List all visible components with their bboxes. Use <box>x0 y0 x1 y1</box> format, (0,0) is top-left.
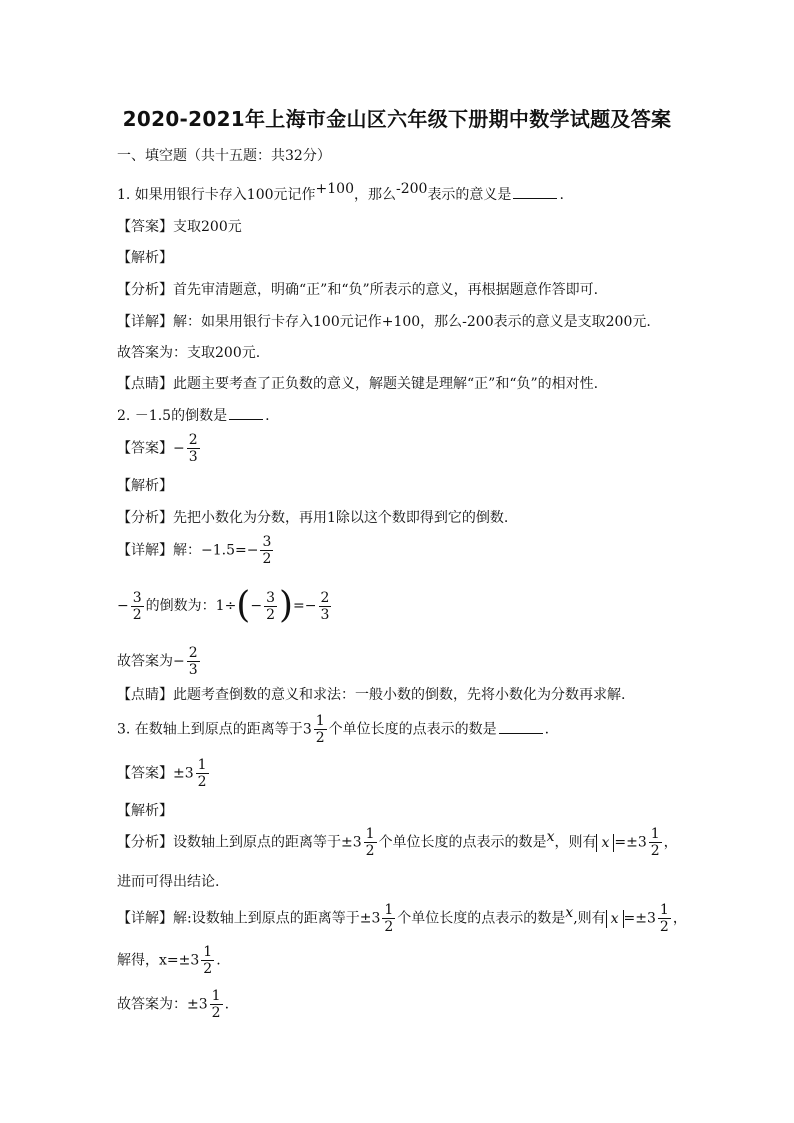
fraction: $\frac{3}{2}$ <box>262 534 272 567</box>
q3-jiexi: 【解析】 <box>117 803 173 819</box>
fraction: $\frac{3}{2}$ <box>132 589 142 623</box>
document-title: 2020-2021年上海市金山区六年级下册期中数学试题及答案 <box>122 107 672 131</box>
fraction: $\frac{2}{3}$ <box>320 589 330 623</box>
q2-gu: 故答案为− $\frac{2}{3}$ <box>117 645 198 678</box>
q2-stem: 2. －1.5的倒数是 . <box>117 408 270 424</box>
q2-dianjing: 【点睛】此题考查倒数的意义和求法：一般小数的倒数，先将小数化为分数再求解. <box>117 687 626 703</box>
q1-answer: 【答案】支取200元 <box>117 219 242 235</box>
fraction: $\frac{2}{3}$ <box>188 432 198 465</box>
fraction: $\frac{1}{2}$ <box>650 826 660 859</box>
section-heading: 一、填空题（共十五题：共32分） <box>117 148 331 164</box>
q3-gu: 故答案为：±3 $\frac{1}{2}$ . <box>117 988 230 1021</box>
q3-stem: 3. 在数轴上到原点的距离等于3 $\frac{1}{2}$ 个单位长度的点表示的数是 . <box>117 713 550 746</box>
fraction: $\frac{1}{2}$ <box>315 713 325 746</box>
q2-reciprocal-line: − $\frac{3}{2}$ 的倒数为：1÷(− $\frac{3}{2}$ )=− $\frac{2}{3}$ <box>117 585 330 626</box>
q2-fenxi: 【分析】先把小数化为分数，再用1除以这个数即得到它的倒数. <box>117 510 509 526</box>
q1-dianjing: 【点睛】此题主要考查了正负数的意义，解题关键是理解“正”和“负”的相对性. <box>117 376 599 392</box>
fraction: $\frac{1}{2}$ <box>211 988 221 1021</box>
q3-fenxi: 【分析】设数轴上到原点的距离等于±3 $\frac{1}{2}$ 个单位长度的点表示的数是x，则有 x =±3 $\frac{1}{2}$ ， <box>117 826 678 859</box>
q1-gu: 故答案为：支取200元. <box>117 345 261 361</box>
q2-xiangjie: 【详解】解：−1.5=− $\frac{3}{2}$ <box>117 534 272 567</box>
q3-jiede: 解得，x=±3 $\frac{1}{2}$ . <box>117 944 221 977</box>
q3-xiangjie: 【详解】解:设数轴上到原点的距离等于±3 $\frac{1}{2}$ 个单位长度的点表示的数是x,则有 x =±3 $\frac{1}{2}$ ， <box>117 902 687 935</box>
fraction: $\frac{1}{2}$ <box>197 757 207 790</box>
answer-blank <box>229 407 263 420</box>
fraction: $\frac{1}{2}$ <box>659 902 669 935</box>
fraction: $\frac{1}{2}$ <box>365 826 375 859</box>
q3-answer: 【答案】±3 $\frac{1}{2}$ <box>117 757 207 790</box>
q1-xiangjie: 【详解】解：如果用银行卡存入100元记作+100，那么-200表示的意义是支取200元. <box>117 314 651 330</box>
fraction: $\frac{1}{2}$ <box>203 944 213 977</box>
q2-answer: 【答案】− $\frac{2}{3}$ <box>117 432 198 465</box>
q1-stem: 1. 如果用银行卡存入100元记作+100，那么-200表示的意义是 . <box>117 181 564 203</box>
q2-jiexi: 【解析】 <box>117 478 173 494</box>
q1-fenxi: 【分析】首先审清题意，明确“正”和“负”所表示的意义，再根据题意作答即可. <box>117 282 599 298</box>
q3-fenxi-line2: 进而可得出结论. <box>117 874 220 890</box>
fraction: $\frac{2}{3}$ <box>188 645 198 678</box>
answer-blank <box>513 186 557 199</box>
answer-blank <box>499 721 543 734</box>
fraction: $\frac{1}{2}$ <box>384 902 394 935</box>
q1-jiexi: 【解析】 <box>117 250 173 266</box>
fraction: $\frac{3}{2}$ <box>266 589 275 623</box>
